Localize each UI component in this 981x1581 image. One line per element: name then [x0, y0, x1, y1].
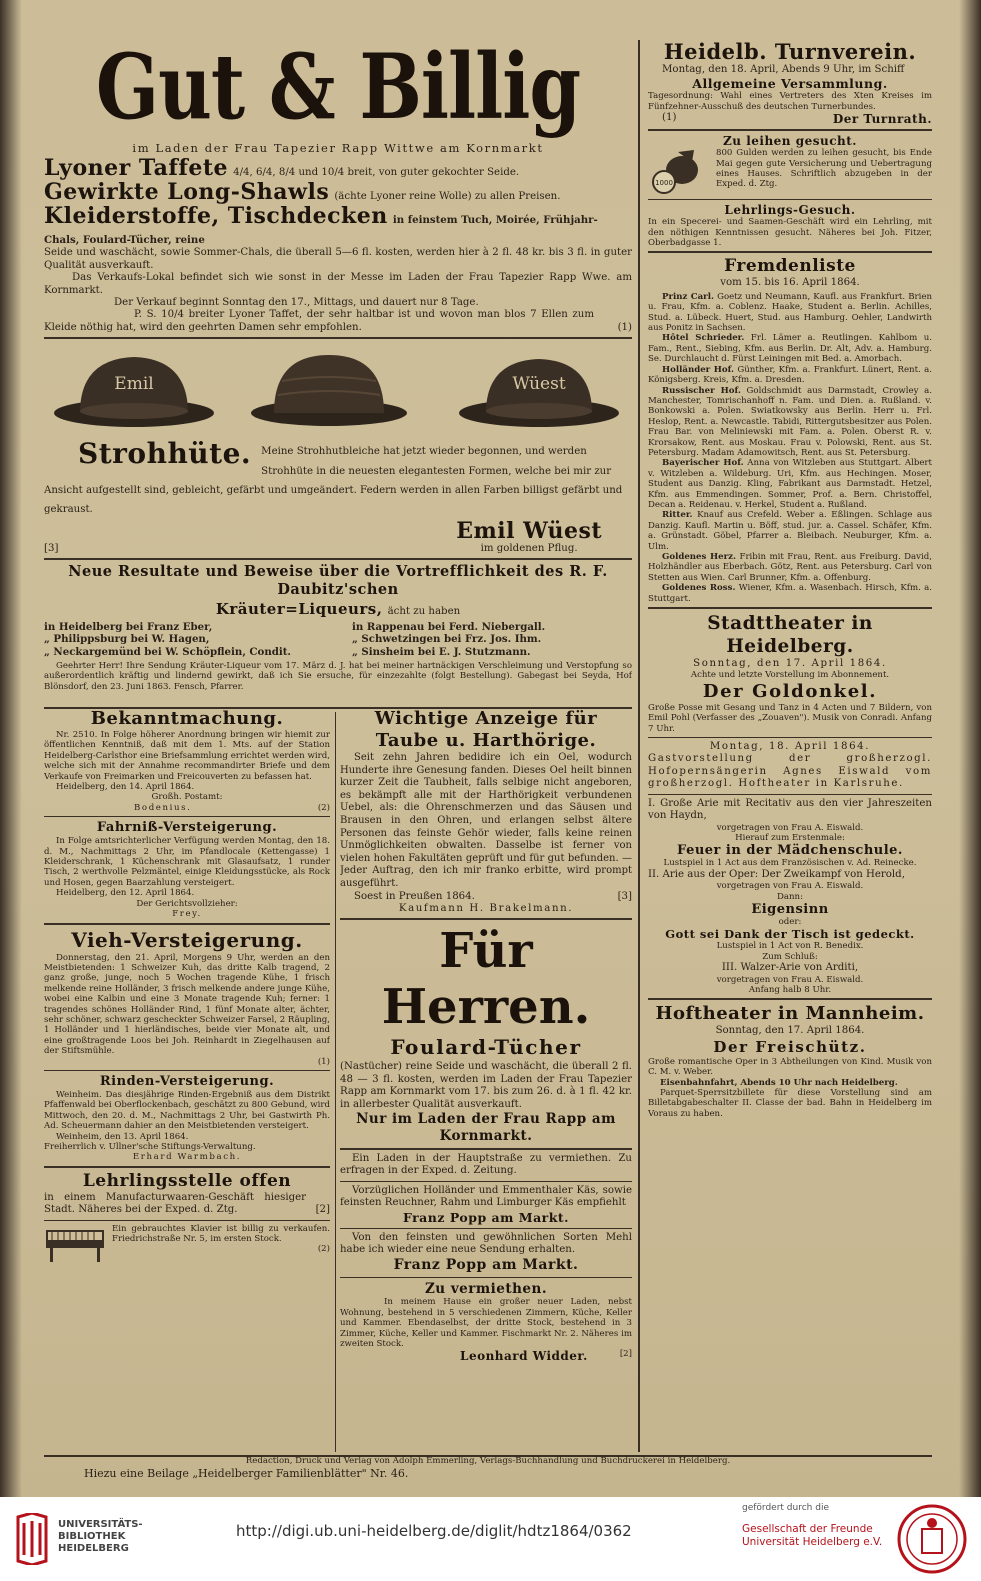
page-left-shadow	[0, 0, 22, 1497]
liqueur-dealer-right-1: in Rappenau bei Ferd. Niebergall.	[352, 620, 546, 633]
programme-gott: Gott sei Dank der Tisch ist gedeckt.	[665, 927, 915, 942]
masthead-title: Gut & Billig	[95, 40, 581, 141]
mehl-text: Von den feinsten und gewöhnlichen Sorten Mehl habe ich wieder eine neue Sendung erhalten.	[340, 1231, 632, 1255]
divider	[44, 1166, 330, 1168]
liqueur-title-3: ächt zu haben	[387, 606, 461, 618]
rapp-start: Der Verkauf beginnt Sonntag den 17., Mittags, und dauert nur 8 Tage.	[114, 297, 479, 309]
herren-text: (Nastücher) reine Seide und waschächt, die überall 2 fl. 48 — 3 fl. kosten, werden im Laden der Frau Tapezier Rapp am Kornmarkt vom 17. bis zum 26. d. à 1 fl. 42 kr. in allerbester Qualität ausverkauft.	[340, 1061, 632, 1110]
university-seal-icon	[896, 1503, 968, 1575]
liqueur-title-2: Kräuter=Liqueurs,	[215, 600, 383, 619]
turnverein-when: Montag, den 18. April, Abends 9 Uhr, im Schiff	[662, 64, 905, 75]
taube-signature: Kaufmann H. Brakelmann.	[398, 902, 574, 914]
divider	[648, 129, 932, 131]
turnverein-assembly: Allgemeine Versammlung.	[692, 76, 888, 92]
liqueur-title: Neue Resultate und Beweise über die Vortrefflichkeit des R. F. Daubitz'schen	[68, 563, 608, 599]
hotel-guests: Wiener, Kfm. a. Wasenbach. Hirsch, Kfm. a. Stuttgart.	[648, 583, 932, 604]
turnverein-number: (1)	[662, 112, 677, 124]
kleider-heading: Kleiderstoffe, Tischdecken	[44, 203, 388, 230]
left-top-column	[44, 40, 632, 766]
divider	[340, 1228, 632, 1229]
programme-feuer: Feuer in der Mädchenschule.	[677, 843, 903, 859]
lehrlingsstelle-advert	[44, 1171, 330, 1217]
programme-item-3-performer: vorgetragen von Frau A. Eiswald.	[716, 974, 864, 985]
liqueur-dealer-left-1: in Heidelberg bei Franz Eber,	[44, 620, 213, 633]
liqueur-dealer-left-2: „ Philippsburg bei W. Hagen,	[44, 633, 210, 646]
liqueur-dealer-left-3: „ Neckargemünd bei W. Schöpflein, Condit.	[44, 645, 291, 658]
divider	[648, 737, 932, 738]
programme-gott-desc: Lustspiel in 1 Act von R. Benedix.	[716, 941, 864, 952]
kaese-text: Vorzüglichen Holländer und Emmenthaler Käs, sowie feinsten Reuchner, Rahm und Limburger Käs empfiehlt	[340, 1184, 632, 1209]
lehrling-gesuch	[648, 203, 932, 248]
column-rule-main	[638, 40, 640, 1452]
supported-by-label: gefördert durch die	[742, 1503, 829, 1513]
hat-label-wuest: Wüest	[512, 374, 566, 395]
fremdenliste	[648, 256, 932, 604]
taube-text: Seit zehn Jahren bedidire ich ein Oel, wodurch Hunderte ihre Genesung fanden. Dieses Oel heilt binnen kurzer Zeit die Taubheit, falls selbige nicht angeboren, es bekämpft alle mit der Harthörigkeit verbundenen Uebel, als: die Ohrenschmerzen und das Säusen und Brausen in den Ohren, und erlangen selbst ältere Personen das feinste Gehör wieder, falls keine reinen Unmöglichkeiten obwalten. Dasselbe ist ferner von vielen hohen Fakultäten geprüft und für gut befunden. — Jeder Auftrag, den ich mir franko erbitte, wird prompt ausgeführt.	[340, 752, 632, 889]
stadttheater-guest: Gastvorstellung der großherzogl. Hofopernsängerin Agnes Eiswald vom großherzogl. Hoftheater in Karlsruhe.	[648, 753, 932, 790]
fremdenliste-date: vom 15. bis 16. April 1864.	[720, 277, 860, 289]
page-right-shadow	[959, 0, 981, 1497]
programme-feuer-desc: Lustspiel in 1 Act aus dem Französischen v. Ad. Reinecke.	[663, 858, 917, 869]
hoftheater-title: Hoftheater in Mannheim.	[655, 1003, 925, 1025]
divider	[340, 918, 632, 920]
piano-icon	[44, 1224, 106, 1264]
column-rule-left	[335, 712, 336, 1452]
right-column	[648, 40, 932, 1450]
hoftheater-tickets: Parquet-Sperrsitzbillete für diese Vorstellung sind am Billetabgabeschalter II. Classe der bad. Bahn in Heidelberg im Voraus zu haben.	[648, 1088, 932, 1119]
rapp-ps: P. S. 10/4 breiter Lyoner Taffet, der sehr haltbar ist und wovon man blos 7 Ellen zum Kleide nöthig hat, wird den geehrten Damen sehr empfohlen.	[44, 309, 594, 333]
lehrlingsstelle-text: in einem Manufacturwaaren-Geschäft hiesiger Stadt. Näheres bei der Exped. d. Ztg.	[44, 1191, 306, 1216]
rinden-text: Weinheim. Das diesjährige Rinden-Ergebniß aus dem Distrikt Pfaffenwald bei Oberflockenbach, geschätzt zu 800 Gebund, wird Mittwoch, den 20. d. M., Nachmittags 2 Uhr, bei Gastwirth Ph. Ad. Scheuermann dahier an den Meistbietenden versteigert.	[44, 1089, 330, 1132]
rinden-auction	[44, 1074, 330, 1163]
rinden-office: Freiherrlich v. Ullner'sche Stiftungs-Verwaltung.	[44, 1142, 256, 1152]
divider	[44, 337, 632, 339]
programme-oder: oder:	[778, 916, 802, 927]
stadttheater-programme	[648, 612, 932, 995]
fremdenliste-title: Fremdenliste	[724, 256, 856, 277]
lehrlingsstelle-title: Lehrlingsstelle offen	[82, 1170, 292, 1191]
hotel-name: Prinz Carl.	[662, 291, 714, 302]
herren-title: Für Herren.	[381, 923, 591, 1036]
turnverein-signature: Der Turnrath.	[832, 112, 932, 127]
liqueur-advert	[44, 563, 632, 692]
vieh-text: Donnerstag, den 21. April, Morgens 9 Uhr, werden an den Meistbietenden: 1 Schweizer Kuh, das dritte Kalb tragend, 2 ganz große, junge, noch 5 Wochen tragende Kühe, 1 frisch melkende reine Holländer, 3 frisch melkende andere junge Kühe, wobei eine Kalbin und eine 3 Monate tragende Kuh; ferner: 1 tragendes schönes Holländer Rind, 1 fünf Monate alter, ächter, sehr schöner, schwarz gescheckter Schweizer Farsel, 2 Räupling, 1 Holländer und 1 hierländisches, beide vier Monate alt, und eine großtragende Loos bei Joh. Reinhardt in Ziegelhausen auf der Stiftsmühle.	[44, 952, 330, 1057]
permalink-url[interactable]: http://digi.ub.uni-heidelberg.de/diglit/hdtz1864/0362	[236, 1522, 632, 1540]
vermiethen-signature: Leonhard Widder.	[460, 1349, 588, 1364]
herren-subtitle: Foulard-Tücher	[390, 1035, 582, 1060]
rapp-body: Seide und waschächt, sowie Sommer-Chals, die überall 5—6 fl. kosten, werden hier à 2 fl. 48 kr. bis 3 fl. in guter Qualität ausverkauft.	[44, 247, 632, 271]
bekanntmachung-date: Heidelberg, den 14. April 1864.	[56, 782, 195, 793]
hotel-name: Goldenes Herz.	[662, 552, 737, 562]
vermiethen-number: [2]	[619, 1349, 632, 1360]
fahrniss-text: In Folge amtsrichterlicher Verfügung werden Montag, den 18. d. M., Nachmittags 2 Uhr, im Pfandlocale (Kettengasse) 1 Kleiderschrank, 1 Küchenschrank mit Glasaufsatz, 1 runder Tisch, 2 werthvolle Pelzmäntel, einige Kleidungsstücke, als Rock und Hosen, gegen Baarzahlung versteigert.	[44, 836, 330, 888]
rinden-date: Weinheim, den 13. April 1864.	[56, 1131, 189, 1142]
lyoner-heading: Lyoner Taffete	[44, 155, 228, 182]
programme-item-1: I. Große Arie mit Recitativ aus den vier Jahreszeiten von Haydn,	[648, 797, 932, 822]
stadttheater-description: Große Posse mit Gesang und Tanz in 4 Acten und 7 Bildern, von Emil Pohl (Verfasser des „Zouaven"). Musik von Conradi. Anfang 7 Uhr.	[648, 702, 932, 734]
masthead	[44, 40, 632, 154]
hat-illustration-emil	[50, 351, 218, 431]
fahrniss-signature: Frey.	[172, 909, 202, 920]
vieh-number: (1)	[317, 1056, 330, 1067]
hat-illustrations	[44, 343, 632, 435]
turnverein-notice	[648, 40, 932, 126]
hat-illustration-wuest	[456, 351, 622, 431]
lehrlingsstelle-number: [2]	[315, 1204, 330, 1216]
shawls-heading: Gewirkte Long-Shawls	[44, 179, 330, 206]
divider	[44, 1220, 330, 1221]
programme-announcement: Hierauf zum Erstenmale:	[735, 832, 845, 843]
klavier-number: (2)	[317, 1244, 330, 1255]
ub-logo-icon	[12, 1513, 52, 1565]
sponsor-name[interactable]	[742, 1523, 892, 1549]
rinden-title: Rinden-Versteigerung.	[99, 1073, 275, 1089]
kaese-signature: Franz Popp am Markt.	[402, 1209, 570, 1225]
divider	[648, 199, 932, 200]
strohhuete-advert	[44, 439, 632, 555]
mehl-advert	[340, 1232, 632, 1275]
sponsor-line-1: Gesellschaft der Freunde	[742, 1523, 873, 1535]
divider	[648, 607, 932, 609]
shawls-desc: (ächte Lyoner reine Wolle) zu allen Preisen.	[334, 191, 561, 203]
library-footer	[0, 1497, 981, 1581]
programme-eigensinn: Eigensinn	[751, 901, 829, 917]
leihen-text: 800 Gulden werden zu leihen gesucht, bis Ende Mai gegen gute Versicherung und Uebertragung eines Hauses. Schriftlich abzugeben in der Exped. d. Ztg.	[716, 148, 932, 190]
hat-illustration-middle	[248, 351, 410, 431]
turnverein-title: Heidelb. Turnverein.	[663, 40, 917, 64]
programme-item-1-performer: vorgetragen von Frau A. Eiswald.	[716, 822, 864, 833]
hotel-guests: Frl. Lämer a. Reutlingen. Kahlbom u. Fam., Rent., Siebing, Kfm. aus Berlin. Dr. Alt, Adv. a. Hamburg. Se. Durchlaucht d. Fürst Leiningen mit Bed. a. Amorbach.	[648, 333, 932, 365]
ub-logo[interactable]	[12, 1507, 192, 1569]
bekanntmachung-number: (2)	[317, 802, 330, 813]
kaese-advert	[340, 1185, 632, 1225]
sponsor-line-2: Universität Heidelberg e.V.	[742, 1536, 883, 1548]
leihen-title: Zu leihen gesucht.	[723, 134, 857, 149]
taube-title: Wichtige Anzeige für Taube u. Harthörige.	[374, 708, 598, 751]
hotel-guests: Knauf aus Crefeld. Weber a. Eßlingen. Schlage aus Danzig. Kaufl. Martin u. Böff, stud. jur. a. Cassel. Schäfer, Kfm. a. Grünstadt. Göbel, Pfarrer a. Bleibach. Neuburger, Kfm. a. Ulm.	[648, 510, 932, 552]
strohhuete-heading: Strohhüte.	[78, 437, 252, 471]
hoftheater-programme	[648, 1003, 932, 1119]
vieh-auction	[44, 928, 330, 1067]
hat-label-emil: Emil	[114, 374, 154, 395]
hoftheater-date: Sonntag, den 17. April 1864.	[715, 1025, 865, 1037]
divider	[44, 1070, 330, 1071]
divider	[340, 1181, 632, 1182]
programme-schluss: Zum Schluß:	[762, 951, 818, 962]
fahrniss-officer: Der Gerichtsvollzieher:	[136, 898, 238, 909]
liqueur-dealer-right-2: „ Schwetzingen bei Frz. Jos. Ihm.	[352, 633, 542, 646]
stadttheater-note: Achte und letzte Vorstellung im Abonnement.	[690, 670, 890, 681]
hotel-guests: Fribin mit Frau, Rent. aus Freiburg. David, Holzhändler aus Eberbach. Götz, Rent. aus Petersburg. Carl von Stetten aus Wien. Carl Brunner, Kfm. a. Offenburg.	[648, 552, 932, 583]
vieh-title: Vieh-Versteigerung.	[71, 927, 303, 952]
programme-item-3: III. Walzer-Arie von Arditi,	[721, 962, 859, 974]
hoftheater-description: Große romantische Oper in 3 Abtheilungen von Kind. Musik von C. M. v. Weber.	[648, 1056, 932, 1078]
strohhuete-name: Emil Wüest	[456, 517, 602, 544]
rinden-signature: Erhard Warmbach.	[132, 1152, 242, 1163]
ub-logo-line-1: UNIVERSITÄTS-	[58, 1519, 143, 1530]
middle-lower-column	[340, 708, 632, 1455]
laden-advert: Ein Laden in der Hauptstraße zu vermiethen. Zu erfragen in der Exped. d. Zeitung.	[340, 1152, 632, 1177]
strohhuete-text: Meine Strohhutbleiche hat jetzt wieder begonnen, und werden Strohhüte in die neuesten elegantesten Formen, welche bei mir zur Ansicht aufgestellt sind, gebleicht, gefärbt und umgeändert. Federn werden in allen Farben billigst gefärbt und gekraust.	[44, 446, 623, 516]
taube-advert	[340, 708, 632, 915]
hoftheater-play: Der Freischütz.	[713, 1037, 867, 1056]
lyoner-desc: 4/4, 6/4, 8/4 und 10/4 breit, von guter gekochter Seide.	[233, 167, 520, 179]
programme-item-2-performer: vorgetragen von Frau A. Eiswald.	[716, 881, 864, 892]
vermiethen-advert	[340, 1281, 632, 1363]
klavier-advert	[44, 1224, 330, 1264]
herren-advert	[340, 923, 632, 1145]
stadttheater-title: Stadttheater in Heidelberg.	[707, 613, 873, 658]
programme-item-2: II. Arie aus der Oper: Der Zweikampf von Herold,	[648, 868, 905, 880]
bekanntmachung-text: Nr. 2510. In Folge höherer Anordnung bringen wir hiemit zur öffentlichen Kenntniß, daß mit dem 1. Mts. auf der Station Heidelberg-Carlsthor eine Briefsammlung errichtet werden wird, welche sich mit der Annahme recommandirter Briefe und dem Verkaufe von Freimarken und Freicouverten zu befassen hat.	[44, 730, 330, 782]
hotel-guests: Günther, Kfm. a. Frankfurt. Lünert, Rent. a. Königsberg. Kreis, Kfm. a. Dresden.	[648, 364, 932, 386]
leihen-advert	[648, 134, 932, 196]
liqueur-testimonial: Geehrter Herr! Ihre Sendung Kräuter-Liqueur vom 17. März d. J. hat bei meiner hartnäckigen Verschleimung und Verstopfung so außerordentlich kräftig und lindernd gewirkt, daß ich Sie ersuche, für einzezahlte (folgt Bestellung). Gabegast bei Seyda, Hof Blönsdorf, den 23. Juni 1863. Fensch, Pfarrer.	[44, 660, 632, 692]
hotel-guests: Goldschmidt aus Darmstadt, Crowley a. Manchester, Tomrischanhoff n. Fam. und Dien. a. Rußland. v. Bonkowski a. Polen. Swiatkowsky aus Berlin. Herr u. Frl. Heslop, Rent. a. Newcastle. Tabidi, Rittergutsbesitzer aus Polen. Frau Bar. von Meliniewski mit Fam. a. Polen. Oberst R. v. Krorsakow, Rent. aus Moskau. Frau v. Polowski, Rent. aus St. Petersburg. Madam Adamowitsch, Rent. aus St. Petersburg.	[648, 385, 932, 458]
left-lower-column	[44, 708, 330, 1455]
programme-dann: Dann:	[777, 891, 803, 902]
money-bag-icon	[648, 148, 712, 196]
divider	[648, 998, 932, 1000]
money-bag-number: 1000	[655, 179, 673, 188]
hotel-guests: Goetz und Neumann, Kaufl. aus Frankfurt. Brien u. Frau, Kfm. a. Coblenz. Haake, Student a. Berlin. Achilles, Stud. a. Lübeck. Huert, Stud. aus Hamburg. Oehler, Landwirth aus Ponitz in Sachsen.	[648, 291, 932, 334]
rapp-location: Das Verkaufs-Lokal befindet sich wie sonst in der Messe im Laden der Frau Tapezier Rapp Wwe. am Kornmarkt.	[44, 272, 632, 296]
hotel-name: Holländer Hof.	[662, 364, 735, 375]
bekanntmachung-title: Bekanntmachung.	[90, 708, 284, 729]
kleider-desc: in feinstem Tuch, Moirée, Frühjahr-Chals, Foulard-Tücher, reine	[44, 214, 598, 247]
masthead-subtitle: im Laden der Frau Tapezier Rapp Wittwe am Kornmarkt	[132, 141, 544, 155]
bekanntmachung	[44, 708, 330, 813]
hotel-name: Russischer Hof.	[662, 385, 741, 396]
strohhuete-number: [3]	[44, 542, 59, 554]
fahrniss-auction	[44, 820, 330, 919]
hotel-name: Bayerischer Hof.	[662, 458, 744, 469]
ub-logo-line-2: BIBLIOTHEK	[58, 1531, 126, 1542]
hotel-guests: Anna von Witzleben aus Stuttgart. Albert v. Witzleben a. Wildeburg. Uri, Kfm. aus Hechingen. Moser, Student aus Danzig. Kling, Fabrikant aus Darmstadt. Hetzel, Kfm. aus Emmendingen. Sommer, Prof. a. Bern. Christoffel, Decan a. Reidenau. v. Herkel, Student a. Rußland.	[648, 458, 932, 510]
strohhuete-place: im goldenen Pflug.	[480, 542, 578, 554]
stadttheater-date: Sonntag, den 17. April 1864.	[693, 658, 887, 670]
vermiethen-title: Zu vermiethen.	[424, 1281, 548, 1298]
hoftheater-train: Eisenbahnfahrt, Abends 10 Uhr nach Heidelberg.	[660, 1077, 898, 1088]
taube-number: [3]	[617, 890, 632, 902]
lehrling-gesuch-title: Lehrlings-Gesuch.	[724, 203, 856, 218]
stadttheater-date-2: Montag, 18. April 1864.	[709, 741, 871, 753]
programme-start: Anfang halb 8 Uhr.	[748, 984, 832, 995]
divider	[648, 251, 932, 253]
taube-place: Soest in Preußen 1864.	[354, 890, 475, 902]
divider	[44, 923, 330, 925]
divider	[340, 1148, 632, 1150]
lehrling-gesuch-text: In ein Specerei- und Saamen-Geschäft wird ein Lehrling, mit den nöthigen Kenntnissen gesucht. Näheres bei Joh. Fitzer, Oberbadgasse 1.	[648, 217, 932, 249]
hotel-name: Goldenes Ross.	[662, 583, 736, 594]
vermiethen-text: In meinem Hause ein großer neuer Laden, nebst Wohnung, bestehend in 5 verschiedenen Zimmern, Küche, Keller und Kammer. Ebendaselbst, der dritte Stock, bestehend in 3 Zimmer, Küche, Keller und Kammer. Fischmarkt Nr. 2. Näheres im zweiten Stock.	[340, 1297, 632, 1350]
fahrniss-title: Fahrniß-Versteigerung.	[96, 820, 278, 836]
fahrniss-date: Heidelberg, den 12. April 1864.	[56, 888, 195, 899]
bekanntmachung-signature: Bodenius.	[134, 802, 192, 813]
hotel-name: Ritter.	[662, 510, 693, 521]
liqueur-dealer-right-3: „ Sinsheim bei E. J. Stutzmann.	[352, 645, 531, 658]
beilage-note: Hiezu eine Beilage „Heidelberger Familienblätter" Nr. 46.	[84, 1467, 409, 1480]
mehl-signature: Franz Popp am Markt.	[393, 1257, 579, 1274]
bekanntmachung-office: Großh. Postamt:	[151, 792, 223, 803]
stadttheater-play: Der Goldonkel.	[702, 680, 878, 702]
turnverein-agenda: Tagesordnung: Wahl eines Vertreters des Xten Kreises im Fünfzehner-Ausschuß des deutschen Turnerbundes.	[648, 91, 932, 112]
divider	[340, 1277, 632, 1278]
klavier-text: Ein gebrauchtes Klavier ist billig zu verkaufen. Friedrichstraße Nr. 5, im ersten Stock.	[112, 1223, 330, 1245]
ub-logo-line-3: HEIDELBERG	[58, 1543, 129, 1554]
rapp-number: (1)	[617, 321, 632, 333]
divider	[648, 794, 932, 795]
divider	[44, 558, 632, 560]
imprint: Redaction, Druck und Verlag von Adolph Emmerling, Verlags-Buchhandlung und Buchdruckerei in Heidelberg.	[245, 1456, 731, 1466]
hotel-name: Hôtel Schrieder.	[662, 333, 745, 344]
herren-only-at: Nur im Laden der Frau Rapp am Kornmarkt.	[356, 1110, 616, 1144]
rapp-advert	[44, 156, 632, 334]
divider	[44, 816, 330, 817]
